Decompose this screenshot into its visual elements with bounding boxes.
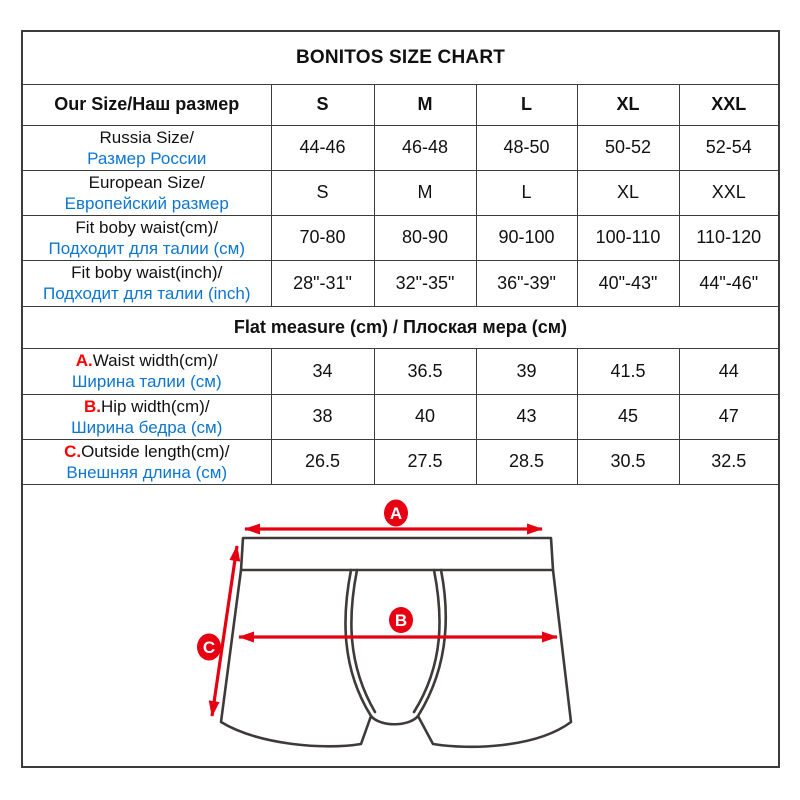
cell: S <box>271 170 374 215</box>
table-row-outside-length <box>22 439 779 484</box>
diagram-row <box>22 484 779 767</box>
cell: 40 <box>374 394 476 439</box>
row-label: European Size/ Европейский размер <box>22 170 271 215</box>
row-label: Fit boby waist(inch)/ Подходит для талии (inch) <box>22 260 271 306</box>
title-row <box>22 31 779 84</box>
cell: 44-46 <box>271 125 374 170</box>
cell: 38 <box>271 394 374 439</box>
cell: 41.5 <box>577 348 679 394</box>
cell: 110-120 <box>679 215 779 260</box>
table-row-waist-width <box>22 348 779 394</box>
cell: 80-90 <box>374 215 476 260</box>
pouch-seam-right <box>414 570 440 712</box>
cell: 90-100 <box>476 215 577 260</box>
cell: 28.5 <box>476 439 577 484</box>
badge-b-label: B <box>394 610 408 630</box>
boxer-measure-diagram <box>24 486 777 760</box>
row-label: Russia Size/ Размер России <box>22 125 271 170</box>
cell: 30.5 <box>577 439 679 484</box>
row-label: B.Hip width(cm)/ Ширина бедра (см) <box>22 394 271 439</box>
cell: 70-80 <box>271 215 374 260</box>
cell: 100-110 <box>577 215 679 260</box>
row-label: C.Outside length(cm)/ Внешняя длина (см) <box>22 439 271 484</box>
header-size-s: S <box>271 84 374 125</box>
cell: 43 <box>476 394 577 439</box>
cell: 32"-35" <box>374 260 476 306</box>
table-row-european-size <box>22 170 779 215</box>
cell: 26.5 <box>271 439 374 484</box>
size-chart-table <box>21 30 780 768</box>
waistband <box>241 538 553 570</box>
diagram-cell <box>22 484 779 767</box>
row-label: Fit boby waist(cm)/ Подходит для талии (см) <box>22 215 271 260</box>
size-header-row <box>22 84 779 125</box>
row-label: A.Waist width(cm)/ Ширина талии (см) <box>22 348 271 394</box>
cell: 46-48 <box>374 125 476 170</box>
cell: 27.5 <box>374 439 476 484</box>
header-size-xl: XL <box>577 84 679 125</box>
letter-c: C. <box>64 441 82 461</box>
cell: 44 <box>679 348 779 394</box>
flat-measure-header: Flat measure (cm) / Плоская мера (см) <box>22 306 779 348</box>
header-size-xxl: XXL <box>679 84 779 125</box>
cell: 28"-31" <box>271 260 374 306</box>
cell: 47 <box>679 394 779 439</box>
size-chart-sheet <box>21 30 780 768</box>
table-row-fit-waist-inch <box>22 260 779 306</box>
cell: 48-50 <box>476 125 577 170</box>
table-row-russia-size <box>22 125 779 170</box>
cell: L <box>476 170 577 215</box>
pouch-outer <box>345 570 445 724</box>
table-row-hip-width <box>22 394 779 439</box>
badge-a-label: A <box>389 503 403 523</box>
header-our-size: Our Size/Наш размер <box>22 84 271 125</box>
pouch-seam-left <box>351 570 375 712</box>
cell: 36.5 <box>374 348 476 394</box>
table-row-fit-waist-cm <box>22 215 779 260</box>
cell: 52-54 <box>679 125 779 170</box>
chart-title: BONITOS SIZE CHART <box>22 31 779 84</box>
badge-c-label: C <box>202 637 216 657</box>
cell: 44"-46" <box>679 260 779 306</box>
cell: 50-52 <box>577 125 679 170</box>
cell: 36"-39" <box>476 260 577 306</box>
cell: XXL <box>679 170 779 215</box>
boxer-outline <box>221 538 571 747</box>
letter-a: A. <box>75 351 93 370</box>
cell: XL <box>577 170 679 215</box>
cell: 39 <box>476 348 577 394</box>
header-size-l: L <box>476 84 577 125</box>
cell: 34 <box>271 348 374 394</box>
cell: 40"-43" <box>577 260 679 306</box>
measure-arrows <box>212 529 557 716</box>
flat-measure-header-row <box>22 306 779 348</box>
letter-b: B. <box>83 396 101 416</box>
cell: 32.5 <box>679 439 779 484</box>
cell: M <box>374 170 476 215</box>
cell: 45 <box>577 394 679 439</box>
header-size-m: M <box>374 84 476 125</box>
